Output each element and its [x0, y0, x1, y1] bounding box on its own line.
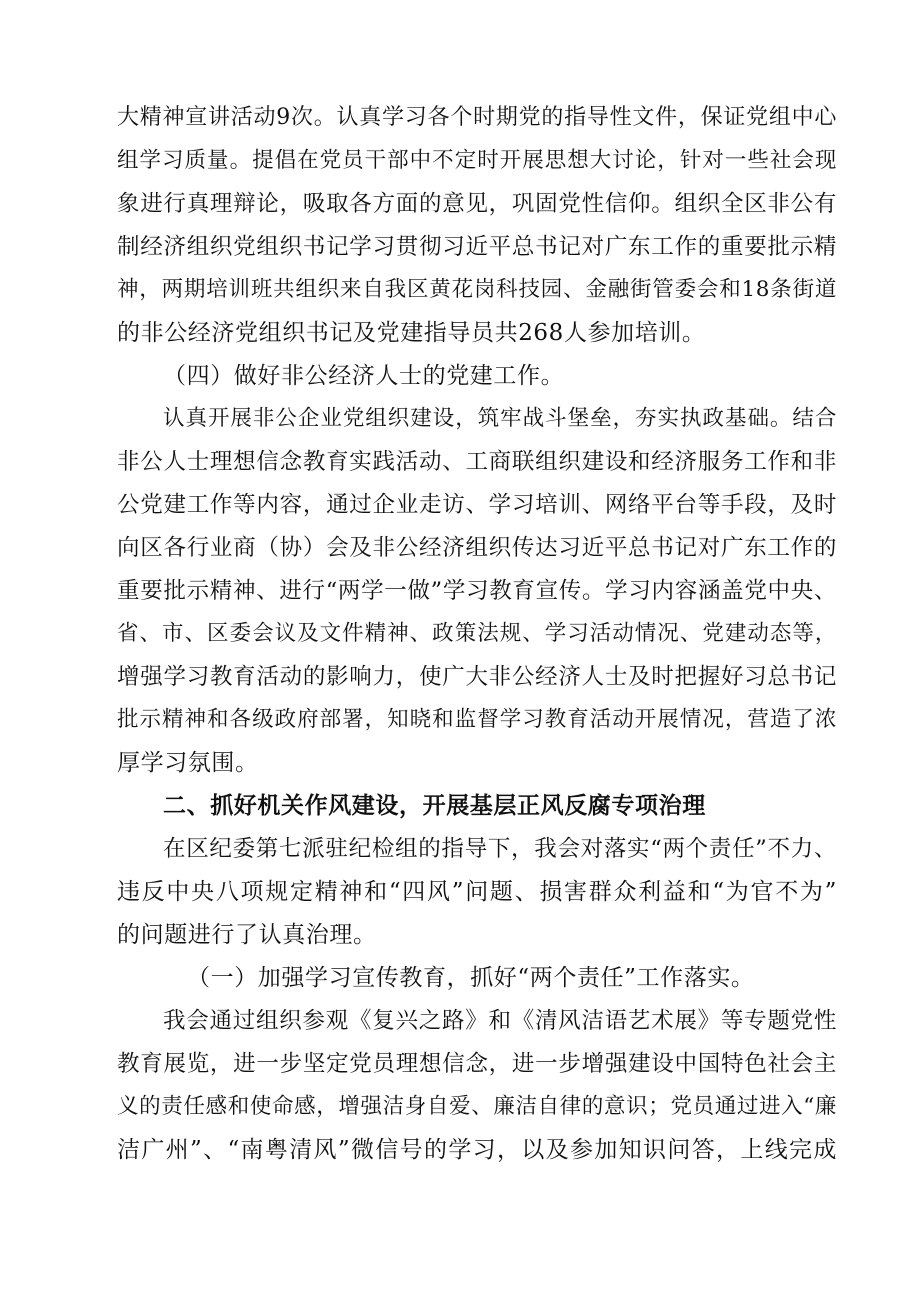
paragraph-line: 省、市、区委会议及文件精神、政策法规、学习活动情况、党建动态等，: [117, 621, 837, 646]
paragraph-line: 我会通过组织参观《复兴之路》和《清风洁语艺术展》等专题党性: [163, 1008, 837, 1034]
paragraph-line: 制经济组织党组织书记学习贯彻习近平总书记对广东工作的重要批示精: [117, 234, 837, 260]
paragraph-line: 向区各行业商（协）会及非公经济组织传达习近平总书记对广东工作的: [117, 535, 837, 561]
paragraph-line: 的非公经济党组织书记及党建指导员共268人参加培训。: [117, 320, 706, 346]
paragraph-line: 教育展览，进一步坚定党员理想信念，进一步增强建设中国特色社会主: [117, 1051, 837, 1077]
paragraph-line: 认真开展非公企业党组织建设，筑牢战斗堡垒，夯实执政基础。结合: [163, 406, 837, 431]
paragraph-line: 公党建工作等内容，通过企业走访、学习培训、网络平台等手段，及时: [117, 492, 837, 518]
paragraph-line: 洁广州”、“南粤清风”微信号的学习，以及参加知识问答，上线完成: [117, 1137, 837, 1163]
section-heading: 二、抓好机关作风建设，开展基层正风反腐专项治理: [163, 792, 706, 819]
paragraph-line: 在区纪委第七派驻纪检组的指导下，我会对落实“两个责任”不力、: [163, 836, 837, 862]
paragraph-line: 违反中央八项规定精神和“四风”问题、损害群众利益和“为官不为”: [117, 879, 837, 905]
paragraph-line: 批示精神和各级政府部署，知晓和监督学习教育活动开展情况，营造了浓: [117, 707, 837, 732]
paragraph-line: 神，两期培训班共组织来自我区黄花岗科技园、金融街管委会和18条街道: [117, 277, 837, 302]
paragraph-line: 象进行真理辩论，吸取各方面的意见，巩固党性信仰。组织全区非公有: [117, 191, 837, 217]
paragraph-line: 大精神宣讲活动9次。认真学习各个时期党的指导性文件，保证党组中心: [117, 105, 837, 130]
paragraph-line: 义的责任感和使命感，增强洁身自爱、廉洁自律的意识；党员通过进入“廉: [117, 1094, 837, 1119]
paragraph-line: 非公人士理想信念教育实践活动、工商联组织建设和经济服务工作和非: [117, 449, 837, 475]
paragraph-line: 厚学习氛围。: [117, 750, 259, 776]
paragraph-line: 组学习质量。提倡在党员干部中不定时开展思想大讨论，针对一些社会现: [117, 148, 837, 173]
paragraph-line: 的问题进行了认真治理。: [117, 922, 377, 948]
paragraph-line: 增强学习教育活动的影响力，使广大非公经济人士及时把握好习总书记: [117, 664, 837, 690]
section-subheading: （四）做好非公经济人士的党建工作。: [163, 363, 565, 389]
paragraph-line: 重要批示精神、进行“两学一做”学习教育宣传。学习内容涵盖党中央、: [117, 578, 837, 604]
section-subheading: （一）加强学习宣传教育，抓好“两个责任”工作落实。: [187, 965, 755, 991]
